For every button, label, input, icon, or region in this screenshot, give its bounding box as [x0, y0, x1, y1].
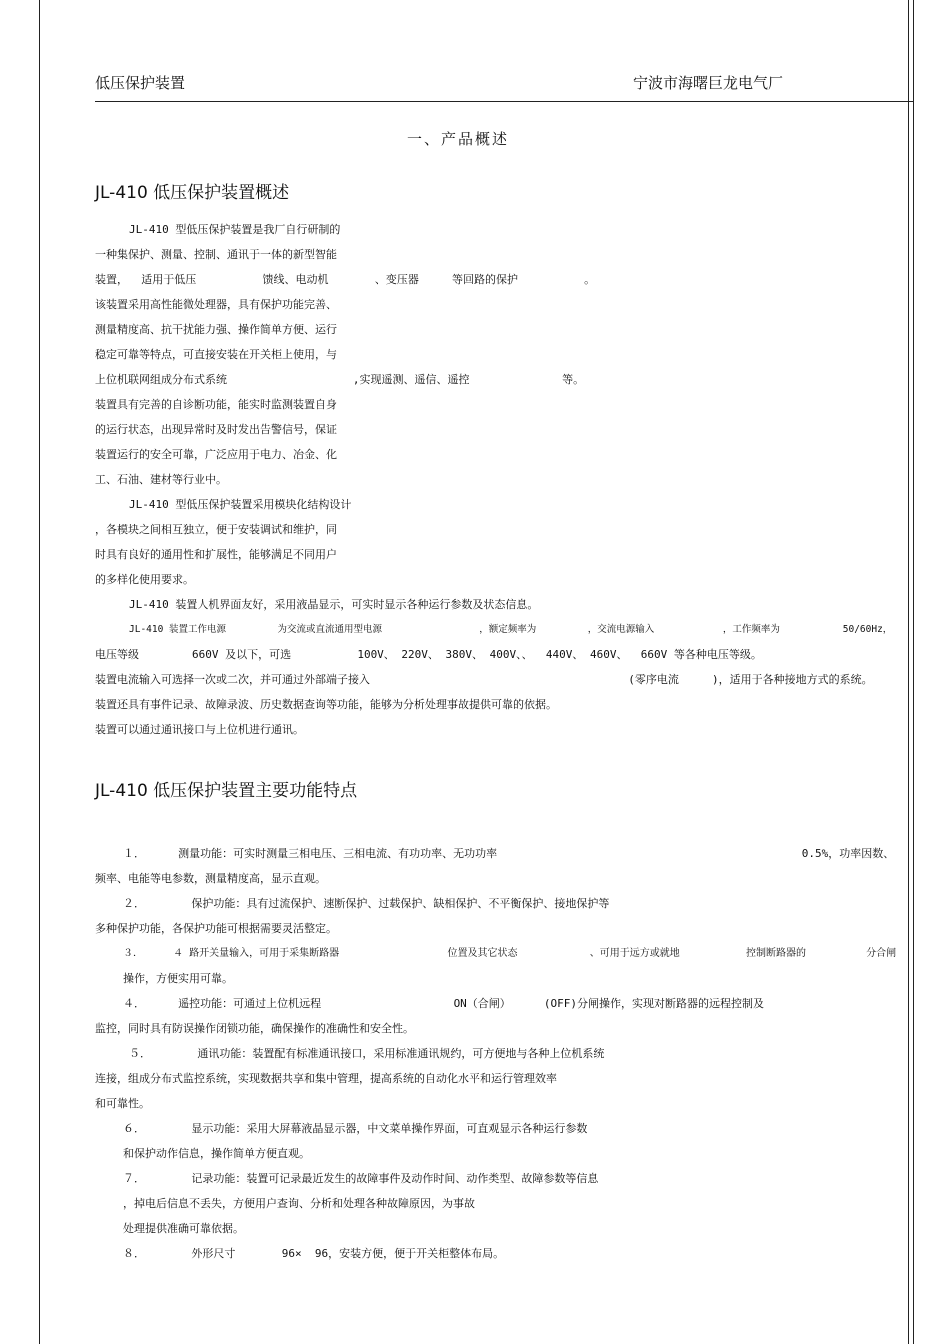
feature-line: 多种保护功能，各保护功能可根据需要灵活整定。 [95, 922, 337, 935]
paragraph-line: 一种集保护、测量、控制、通讯于一体的新型智能 [95, 248, 337, 261]
header-rule [95, 101, 913, 102]
left-border-line [39, 0, 40, 1344]
paragraph-line: ，各模块之间相互独立，便于安装调试和维护，同 [95, 523, 337, 536]
paragraph-line: 装置运行的安全可靠，广泛应用于电力、冶金、化 [95, 448, 337, 461]
paragraph-line: 测量精度高、抗干扰能力强、操作简单方便、运行 [95, 323, 337, 336]
feature-line: 操作，方便实用可靠。 [123, 972, 233, 985]
paragraph-line: 装置电流输入可选择一次或二次，并可通过外部端子接入 (零序电流 )，适用于各种接地方式的系统。 [95, 673, 873, 686]
paragraph-line: 装置具有完善的自诊断功能，能实时监测装置自身 [95, 398, 337, 411]
header-right-text: 宁波市海曙巨龙电气厂 [633, 74, 784, 92]
section-1-heading: JL-410 低压保护装置概述 [95, 183, 290, 203]
paragraph-line: 的运行状态，出现异常时及时发出告警信号，保证 [95, 423, 337, 436]
paragraph-line: 装置可以通过通讯接口与上位机进行通讯。 [95, 723, 304, 736]
document-title: 一、产品概述 [407, 130, 510, 148]
paragraph-line: 时具有良好的通用性和扩展性，能够满足不同用户 [95, 548, 337, 561]
paragraph-line: JL-410 型低压保护装置是我厂自行研制的 [129, 223, 341, 236]
feature-line: ，掉电后信息不丢失，方便用户查询、分析和处理各种故障原因，为事故 [123, 1197, 475, 1210]
right-border-line-outer [913, 0, 914, 1344]
feature-line: 和保护动作信息，操作简单方便直观。 [123, 1147, 310, 1160]
feature-line: ７． 记录功能：装置可记录最近发生的故障事件及动作时间、动作类型、故障参数等信息 [123, 1172, 599, 1185]
paragraph-line: 装置还具有事件记录、故障录波、历史数据查询等功能，能够为分析处理事故提供可靠的依据。 [95, 698, 557, 711]
paragraph-line: 电压等级 660V 及以下，可选 100V、 220V、 380V、 400V、、 440V、 460V、 660V 等各种电压等级。 [95, 648, 762, 661]
right-border-line-inner [908, 0, 909, 1344]
feature-line: 频率、电能等电参数，测量精度高，显示直观。 [95, 872, 326, 885]
feature-line: 和可靠性。 [95, 1097, 150, 1110]
feature-line: ６． 显示功能：采用大屏幕液晶显示器，中文菜单操作界面，可直观显示各种运行参数 [123, 1122, 588, 1135]
feature-line: １． 测量功能：可实时测量三相电压、三相电流、有功功率、无功功率 0.5%，功率因数、 [123, 847, 895, 860]
feature-line: 处理提供准确可靠依据。 [123, 1222, 244, 1235]
paragraph-line: JL-410 型低压保护装置采用模块化结构设计 [129, 498, 352, 511]
feature-line: 监控，同时具有防误操作闭锁功能，确保操作的准确性和安全性。 [95, 1022, 414, 1035]
paragraph-line: 的多样化使用要求。 [95, 573, 194, 586]
feature-line: 连接，组成分布式监控系统，实现数据共享和集中管理，提高系统的自动化水平和运行管理效率 [95, 1072, 557, 1085]
feature-line: ２． 保护功能：具有过流保护、速断保护、过载保护、缺相保护、不平衡保护、接地保护等 [123, 897, 610, 910]
paragraph-line: 上位机联网组成分布式系统 ,实现遥测、遥信、遥控 等。 [95, 373, 585, 386]
paragraph-line: JL-410 装置工作电源 为交流或直流通用型电源 ，额定频率为 ，交流电源输入 ，工作频率为 50/60Hz， [129, 624, 893, 635]
feature-line: ５． 通讯功能：装置配有标准通讯接口，采用标准通讯规约，可方便地与各种上位机系统 [129, 1047, 605, 1060]
header-left-text: 低压保护装置 [95, 74, 186, 92]
feature-line: ４． 遥控功能：可通过上位机远程 ON（合闸） (OFF)分闸操作，实现对断路器的远程控制及 [123, 997, 765, 1010]
paragraph-line: 稳定可靠等特点，可直接安装在开关柜上使用，与 [95, 348, 337, 361]
paragraph-line: 该装置采用高性能微处理器，具有保护功能完善、 [95, 298, 337, 311]
feature-line: ３． ４ 路开关量输入，可用于采集断路器 位置及其它状态 、可用于远方或就地 控制断路器的 分合闸 [123, 948, 897, 959]
paragraph-line: JL-410 装置人机界面友好，采用液晶显示，可实时显示各种运行参数及状态信息。 [129, 598, 539, 611]
feature-line: ８． 外形尺寸 96× 96，安装方便，便于开关柜整体布局。 [123, 1247, 505, 1260]
paragraph-line: 装置， 适用于低压 馈线、电动机 、变压器 等回路的保护 。 [95, 273, 596, 286]
section-2-heading: JL-410 低压保护装置主要功能特点 [95, 781, 358, 801]
paragraph-line: 工、石油、建材等行业中。 [95, 473, 227, 486]
